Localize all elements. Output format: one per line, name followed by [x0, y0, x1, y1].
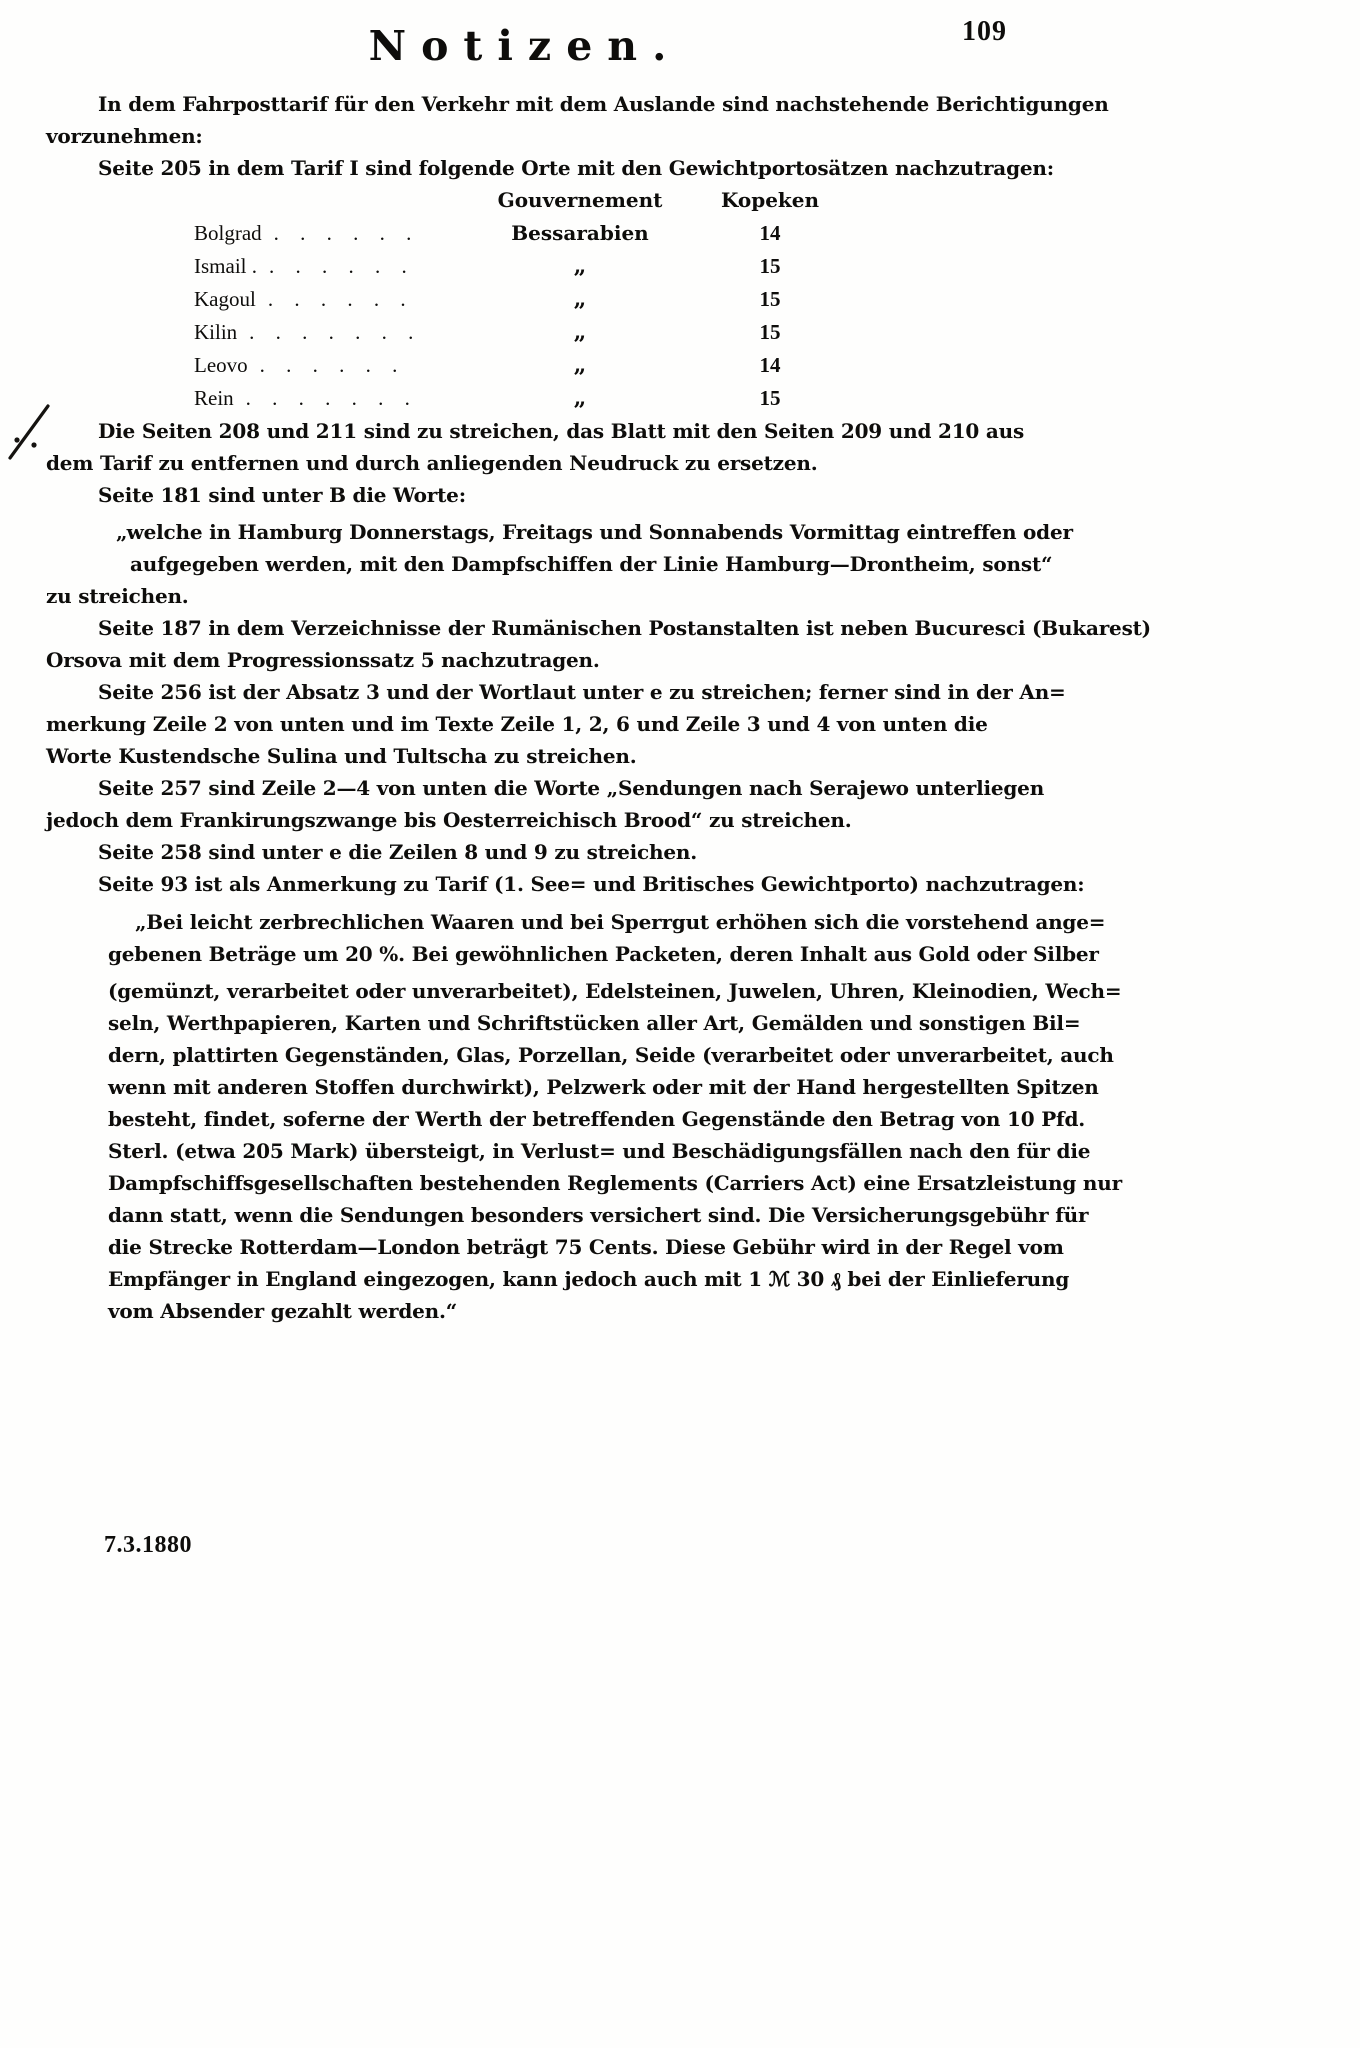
kopeken-value: 15 — [759, 320, 781, 344]
seite-93-quote-line: dann statt, wenn die Sendungen besonders versichert sind. Die Versicherungsgebühr für — [108, 1203, 1089, 1227]
dot-leader: . . . . . . . — [245, 386, 410, 410]
seite-93-quote-line: „Bei leicht zerbrechlichen Waaren und bei Sperrgut erhöhen sich die vorstehend ange= — [135, 910, 1106, 934]
table-row — [194, 250, 1036, 283]
gouvernement-value: Bessarabien — [511, 221, 649, 245]
place-name: Kilin — [194, 320, 238, 344]
kopeken-value: 15 — [759, 287, 781, 311]
table-row — [194, 316, 1036, 349]
dot-leader: . . . . . . — [267, 287, 406, 311]
seite-257-line: Seite 257 sind Zeile 2—4 von unten die Worte „Sendungen nach Serajewo unterliegen — [98, 776, 1045, 800]
seite-93-quote-line: Sterl. (etwa 205 Mark) übersteigt, in Verlust= und Beschädigungsfällen nach den für die — [108, 1139, 1091, 1163]
table-row — [194, 382, 1036, 415]
place-name: Ismail . — [194, 254, 257, 278]
document-body — [46, 88, 1151, 1327]
seite-181-line: zu streichen. — [46, 584, 189, 608]
seite-93-quote-line: besteht, findet, soferne der Werth der betreffenden Gegenstände den Betrag von 10 Pfd. — [108, 1107, 1085, 1131]
dot-leader: . . . . . . — [273, 221, 412, 245]
seite-205-line: Seite 205 in dem Tarif I sind folgende Orte mit den Gewichtportosätzen nachzutragen: — [98, 156, 1054, 180]
column-header-gouvernement: Gouvernement — [497, 188, 663, 212]
intro-line: In dem Fahrposttarif für den Verkehr mit dem Auslande sind nachstehende Berichtigungen — [98, 92, 1109, 116]
seite-257-line: jedoch dem Frankirungszwange bis Oesterreichisch Brood“ zu streichen. — [46, 808, 852, 832]
gouvernement-ditto: „ — [573, 352, 587, 378]
seite-93-quote-line: gebenen Beträge um 20 %. Bei gewöhnlichen Packeten, deren Inhalt aus Gold oder Silber — [108, 942, 1099, 966]
table-row — [194, 349, 1036, 382]
seite-93-line: Seite 93 ist als Anmerkung zu Tarif (1. See= und Britisches Gewichtporto) nachzutragen: — [98, 872, 1085, 896]
gouvernement-ditto: „ — [573, 286, 587, 312]
kopeken-value: 15 — [759, 254, 781, 278]
seite-187-line: Seite 187 in dem Verzeichnisse der Rumänischen Postanstalten ist neben Bucuresci (Bukarest) — [98, 616, 1151, 640]
seite-187-line: Orsova mit dem Progressionssatz 5 nachzutragen. — [46, 648, 600, 672]
page-title: Notizen. — [368, 22, 682, 70]
column-header-kopeken: Kopeken — [720, 188, 820, 212]
dot-leader: . . . . . . — [269, 254, 407, 278]
seite-93-quote-line: (gemünzt, verarbeitet oder unverarbeitet), Edelsteinen, Juwelen, Uhren, Kleinodien, Wech= — [108, 979, 1122, 1003]
table-row — [194, 217, 1036, 250]
table-row — [194, 283, 1036, 316]
porto-table — [194, 184, 1036, 415]
porto-table-header — [194, 184, 1036, 217]
seite-256-line: merkung Zeile 2 von unten und im Texte Zeile 1, 2, 6 und Zeile 3 und 4 von unten die — [46, 712, 988, 736]
seite-208-line: Die Seiten 208 und 211 sind zu streichen, das Blatt mit den Seiten 209 und 210 aus — [98, 419, 1025, 443]
dot-leader: . . . . . . . — [249, 320, 414, 344]
dot-leader: . . . . . . — [259, 353, 398, 377]
seite-93-quote-line: vom Absender gezahlt werden.“ — [108, 1299, 458, 1323]
seite-181-line: Seite 181 sind unter B die Worte: — [98, 483, 466, 507]
seite-93-quote-line: wenn mit anderen Stoffen durchwirkt), Pelzwerk oder mit der Hand hergestellten Spitzen — [108, 1075, 1099, 1099]
seite-93-quote-line: Dampfschiffsgesellschaften bestehenden Reglements (Carriers Act) eine Ersatzleistung nur — [108, 1171, 1122, 1195]
seite-93-quote-line: die Strecke Rotterdam—London beträgt 75 Cents. Diese Gebühr wird in der Regel vom — [108, 1235, 1064, 1259]
seite-256-line: Seite 256 ist der Absatz 3 und der Wortlaut unter e zu streichen; ferner sind in der An= — [98, 680, 1066, 704]
place-name: Leovo — [194, 353, 248, 377]
kopeken-value: 15 — [759, 386, 781, 410]
place-name: Bolgrad — [194, 221, 262, 245]
page-number: 109 — [962, 16, 1007, 47]
kopeken-value: 14 — [759, 353, 781, 377]
seite-258-line: Seite 258 sind unter e die Zeilen 8 und 9 zu streichen. — [98, 840, 697, 864]
seite-93-quote-line: Empfänger in England eingezogen, kann jedoch auch mit 1 ℳ 30 ₰ bei der Einlieferung — [108, 1267, 1070, 1291]
seite-181-quote-line: „welche in Hamburg Donnerstags, Freitags und Sonnabends Vormittag eintreffen oder — [116, 520, 1073, 544]
seite-256-line: Worte Kustendsche Sulina und Tultscha zu streichen. — [46, 744, 637, 768]
place-name: Kagoul — [194, 287, 256, 311]
gouvernement-ditto: „ — [573, 253, 587, 279]
gouvernement-ditto: „ — [573, 385, 587, 411]
document-date: 7.3.1880 — [104, 1532, 192, 1558]
gouvernement-ditto: „ — [573, 319, 587, 345]
kopeken-value: 14 — [759, 221, 781, 245]
seite-93-quote-line: seln, Werthpapieren, Karten und Schriftstücken aller Art, Gemälden und sonstigen Bil= — [108, 1011, 1081, 1035]
place-name: Rein — [194, 386, 234, 410]
seite-208-line: dem Tarif zu entfernen und durch anliegenden Neudruck zu ersetzen. — [46, 451, 818, 475]
seite-181-quote-line: aufgegeben werden, mit den Dampfschiffen der Linie Hamburg—Drontheim, sonst“ — [130, 552, 1053, 576]
intro-line: vorzunehmen: — [46, 124, 203, 148]
seite-93-quote-line: dern, plattirten Gegenständen, Glas, Porzellan, Seide (verarbeitet oder unverarbeitet, auch — [108, 1043, 1114, 1067]
